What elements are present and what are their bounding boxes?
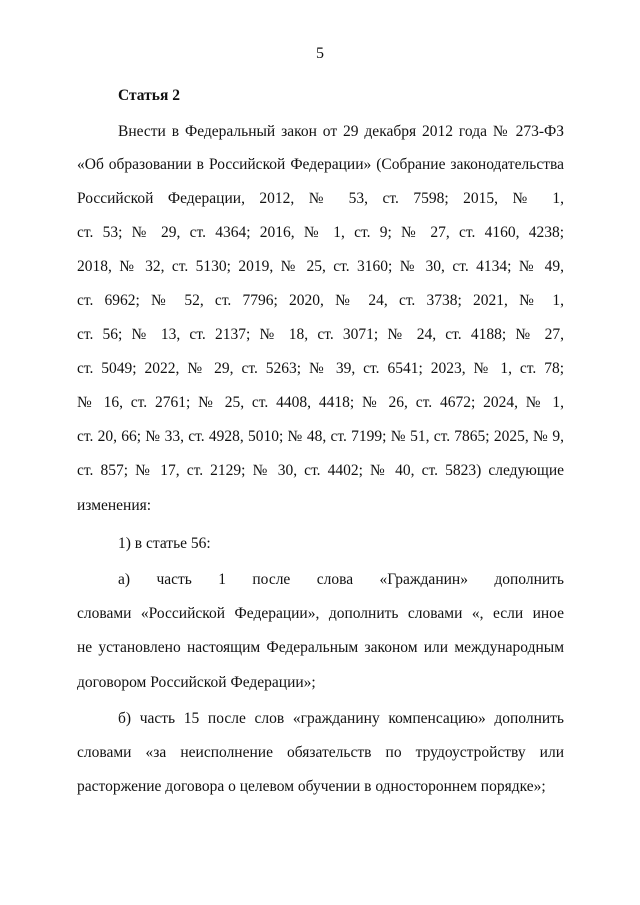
paragraph-line: «Об образовании в Российской Федерации» (Собрание законодательства (77, 156, 564, 173)
paragraph-line: словами «за неисполнение обязательств по трудоустройству или (77, 744, 564, 761)
paragraph-line: ст. 857; № 17, ст. 2129; № 30, ст. 4402; № 40, ст. 5823) следующие (77, 462, 564, 479)
paragraph-line: не установлено настоящим Федеральным законом или международным (77, 639, 564, 656)
paragraph-line: 2018, № 32, ст. 5130; 2019, № 25, ст. 3160; № 30, ст. 4134; № 49, (77, 258, 564, 275)
list-item-heading: 1) в статье 56: (118, 535, 211, 552)
paragraph-line: Внести в Федеральный закон от 29 декабря 2012 года № 273-ФЗ (118, 123, 564, 140)
article-heading: Статья 2 (118, 87, 180, 104)
paragraph-line: ст. 6962; № 52, ст. 7796; 2020, № 24, ст. 3738; 2021, № 1, (77, 292, 564, 309)
page-number: 5 (316, 45, 324, 62)
paragraph-line: ст. 20, 66; № 33, ст. 4928, 5010; № 48, ст. 7199; № 51, ст. 7865; 2025, № 9, (77, 428, 564, 445)
paragraph-line: словами «Российской Федерации», дополнить словами «, если иное (77, 605, 564, 622)
paragraph-line: а) часть 1 после слова «Гражданин» дополнить (118, 571, 564, 588)
paragraph-line: ст. 5049; 2022, № 29, ст. 5263; № 39, ст. 6541; 2023, № 1, ст. 78; (77, 360, 564, 377)
paragraph-line: ст. 56; № 13, ст. 2137; № 18, ст. 3071; № 24, ст. 4188; № 27, (77, 326, 564, 343)
paragraph-line: расторжение договора о целевом обучении в одностороннем порядке»; (77, 778, 546, 795)
paragraph-line: договором Российской Федерации»; (77, 674, 316, 691)
paragraph-line: ст. 53; № 29, ст. 4364; 2016, № 1, ст. 9; № 27, ст. 4160, 4238; (77, 224, 564, 241)
paragraph-line: изменения: (77, 497, 152, 514)
paragraph-line: б) часть 15 после слов «гражданину компенсацию» дополнить (118, 710, 564, 727)
paragraph-line: № 16, ст. 2761; № 25, ст. 4408, 4418; № 26, ст. 4672; 2024, № 1, (77, 394, 564, 411)
paragraph-line: Российской Федерации, 2012, № 53, ст. 7598; 2015, № 1, (77, 190, 564, 207)
